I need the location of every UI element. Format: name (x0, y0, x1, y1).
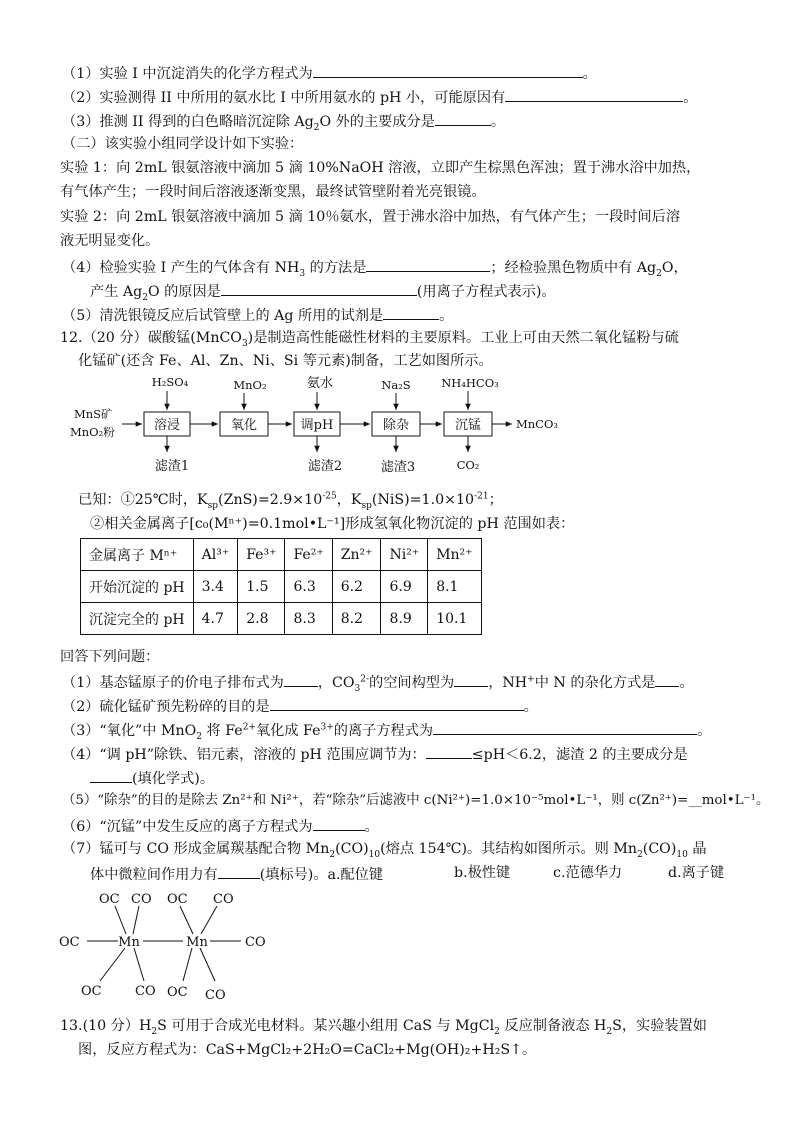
step-label-purify: 除杂 (382, 418, 410, 433)
step-label-oxidize: 氧化 (230, 418, 258, 433)
answer-blank[interactable] (221, 281, 417, 296)
answer-blank[interactable] (655, 672, 679, 687)
experiment-1-cont: 有气体产生；一段时间后溶液逐渐变黑，最终试管壁附着光亮银镜。 (60, 184, 486, 200)
q12-part7-cont: 体中微粒间作用力有 (填标号)。a.配位键 (90, 864, 383, 884)
table-row (81, 571, 482, 603)
q12-part7: （7）锰可与 CO 形成金属羰基配合物 $Mn_2(CO)_{10}$(熔点 154℃)。其结构如图所示。则 $Mn_2(CO)_{10}$ 晶 (62, 841, 707, 860)
residue-1: 滤渣1 (154, 459, 190, 474)
experiment-2-cont: 液无明显变化。 (60, 233, 160, 249)
q12-part3: （3）“氧化”中 MnO$_2$ 将 $Fe^{2+}$氧化成 $Fe^{3+}$的离子方程式为 。 (62, 720, 711, 740)
ligand-bottom-1: OC (81, 984, 102, 999)
table-cell: 10.1 (428, 603, 481, 635)
table-cell: 金属离子 Mⁿ⁺ (81, 539, 194, 571)
option-d: d.离子键 (668, 865, 725, 881)
table-cell: 8.9 (381, 603, 428, 635)
ligand-bottom-3: OC (167, 985, 188, 1000)
table-cell: 4.7 (193, 603, 238, 635)
q12-part1: （1）基态锰原子的价电子排布式为 ，$CO_3^{2-}$的空间构型为 ，NH+中 N 的杂化方式是 。 (62, 672, 694, 692)
answer-blank[interactable] (313, 816, 365, 831)
q13-reaction: 图，反应方程式为：CaS+MgCl₂+2H₂O=CaCl₂+Mg(OH)₂+H₂S↑。 (78, 1042, 537, 1058)
mn-atom-left: Mn (118, 935, 140, 950)
ligand-top-4: CO (213, 892, 234, 907)
q11-part4: （4）检验实验 I 产生的气体含有 $NH_3$ 的方法是 ；经检验黑色物质中有 $Ag_2O$， (62, 257, 688, 277)
input-mns-ore: MnS矿 (74, 407, 113, 421)
residue-3: 滤渣3 (380, 460, 416, 475)
table-cell: Fe³⁺ (238, 539, 285, 571)
gas-co2: CO₂ (456, 458, 480, 472)
table-cell: 6.2 (332, 571, 381, 603)
residue-2: 滤渣2 (307, 459, 343, 474)
table-cell: Mn²⁺ (428, 539, 481, 571)
table-cell: 开始沉淀的 pH (81, 571, 194, 603)
q13-heading: 13.(10 分）$H_2S$ 可用于合成光电材料。某兴趣小组用 CaS 与 MgCl$_2$ 反应制备液态 $H_2S$，实验装置如 (60, 1018, 707, 1037)
reagent-nh4hco3: NH₄HCO₃ (441, 376, 499, 390)
table-cell: 8.1 (428, 571, 481, 603)
answer-blank[interactable] (426, 744, 472, 759)
q11-part1: （1）实验 I 中沉淀消失的化学方程式为 。 (62, 63, 597, 83)
answer-blank[interactable] (383, 305, 439, 320)
answer-blank[interactable] (454, 672, 488, 687)
answer-prompt: 回答下列问题： (60, 649, 160, 665)
q11-part5: （5）清洗银镜反应后试管壁上的 Ag 所用的试剂是 。 (62, 305, 453, 325)
table-cell: Ni²⁺ (381, 539, 428, 571)
answer-blank[interactable] (90, 768, 132, 783)
answer-blank[interactable] (218, 864, 260, 879)
ph-range-table (80, 538, 482, 635)
q12-heading: 12.（20 分）碳酸锰(MnCO$_3$)是制造高性能磁性材料的主要原料。工业上可由天然二氧化锰粉与硫 (60, 330, 679, 349)
ligand-bottom-2: CO (135, 984, 156, 999)
q12-part6: （6）“沉锰”中发生反应的离子方程式为 。 (62, 816, 379, 836)
table-cell: Al³⁺ (193, 539, 238, 571)
q11-part2: （2）实验测得 II 中所用的氨水比 I 中所用氨水的 pH 小，可能原因有 。 (62, 87, 697, 107)
ligand-bottom-4: CO (205, 988, 226, 1003)
step-label-leach: 溶浸 (153, 418, 181, 433)
answer-blank[interactable] (284, 672, 318, 687)
q12-heading-cont: 化锰矿(还含 Fe、Al、Zn、Ni、Si 等元素)制备，工艺如图所示。 (78, 353, 493, 369)
q11-section-two: （二）该实验小组同学设计如下实验： (62, 136, 304, 152)
answer-blank[interactable] (270, 696, 524, 711)
reagent-h2so4: H₂SO₄ (151, 375, 189, 389)
table-cell: 8.2 (332, 603, 381, 635)
mn2-co10-structure-diagram (55, 886, 285, 1006)
table-row (81, 603, 482, 635)
table-cell: 6.3 (285, 571, 332, 603)
q12-part2: （2）硫化锰矿预先粉碎的目的是 。 (62, 696, 538, 716)
ligand-top-2: CO (131, 892, 152, 907)
table-cell: 8.3 (285, 603, 332, 635)
answer-blank[interactable] (433, 720, 697, 735)
known-ph-range: ②相关金属离子[c₀(Mⁿ⁺)=0.1mol•L⁻¹]形成氢氧化物沉淀的 pH 范围如表： (90, 516, 575, 532)
answer-blank[interactable] (366, 257, 490, 272)
answer-blank[interactable] (435, 111, 491, 126)
q12-part5: （5）“除杂”的目的是除去 Zn²⁺和 Ni²⁺，若“除杂”后滤液中 c(Ni²⁺)=1.0×10⁻⁵mol•L⁻¹，则 c(Zn²⁺)=__mol•L⁻¹。 (62, 793, 770, 808)
q11-part3: （3）推测 II 得到的白色略暗沉淀除 $Ag_2O$ 外的主要成分是 。 (62, 111, 505, 131)
reagent-mno2: MnO₂ (233, 378, 267, 392)
step-label-adjust-ph: 调pH (300, 418, 334, 433)
reagent-na2s: Na₂S (381, 378, 411, 392)
table-header-row (81, 539, 482, 571)
mn-atom-right: Mn (186, 935, 208, 950)
option-c: c.范德华力 (553, 865, 623, 881)
table-cell: Zn²⁺ (332, 539, 381, 571)
table-cell: 1.5 (238, 571, 285, 603)
ligand-right: CO (245, 935, 266, 950)
ligand-top-1: OC (99, 892, 120, 907)
ligand-top-3: OC (167, 892, 188, 907)
experiment-2: 实验 2：向 2mL 银氨溶液中滴加 5 滴 10％氨水，置于沸水浴中加热，有气体产生；一段时间后溶 (60, 209, 681, 225)
product-mnco3: MnCO₃ (516, 417, 559, 431)
input-mno2-powder: MnO₂粉 (70, 425, 115, 439)
ligand-left: OC (59, 935, 80, 950)
experiment-1: 实验 1：向 2mL 银氨溶液中滴加 5 滴 10%NaOH 溶液，立即产生棕黑色浑浊；置于沸水浴中加热， (60, 160, 701, 176)
table-cell: Fe²⁺ (285, 539, 332, 571)
option-b: b.极性键 (454, 865, 511, 881)
table-cell: 6.9 (381, 571, 428, 603)
answer-blank[interactable] (313, 63, 583, 78)
process-flow-diagram (60, 372, 580, 477)
q11-part4-cont: 产生 $Ag_2O$ 的原因是 (用离子方程式表示)。 (90, 281, 556, 301)
table-cell: 沉淀完全的 pH (81, 603, 194, 635)
answer-blank[interactable] (505, 87, 683, 102)
q12-part4-cont: (填化学式)。 (90, 768, 214, 788)
step-label-precipitate-mn: 沉锰 (454, 418, 482, 433)
table-cell: 3.4 (193, 571, 238, 603)
known-ksp: 已知：①25℃时，$K_{sp}(ZnS)=2.9\times 10^{-25}$，$K_{sp}(NiS)=1.0\times 10^{-21}$； (78, 491, 503, 511)
reagent-ammonia: 氨水 (306, 376, 334, 391)
table-cell: 2.8 (238, 603, 285, 635)
q12-part4: （4）“调 pH”除铁、铝元素，溶液的 pH 范围应调节为： ≤pH＜6.2，滤渣 2 的主要成分是 (62, 744, 688, 764)
